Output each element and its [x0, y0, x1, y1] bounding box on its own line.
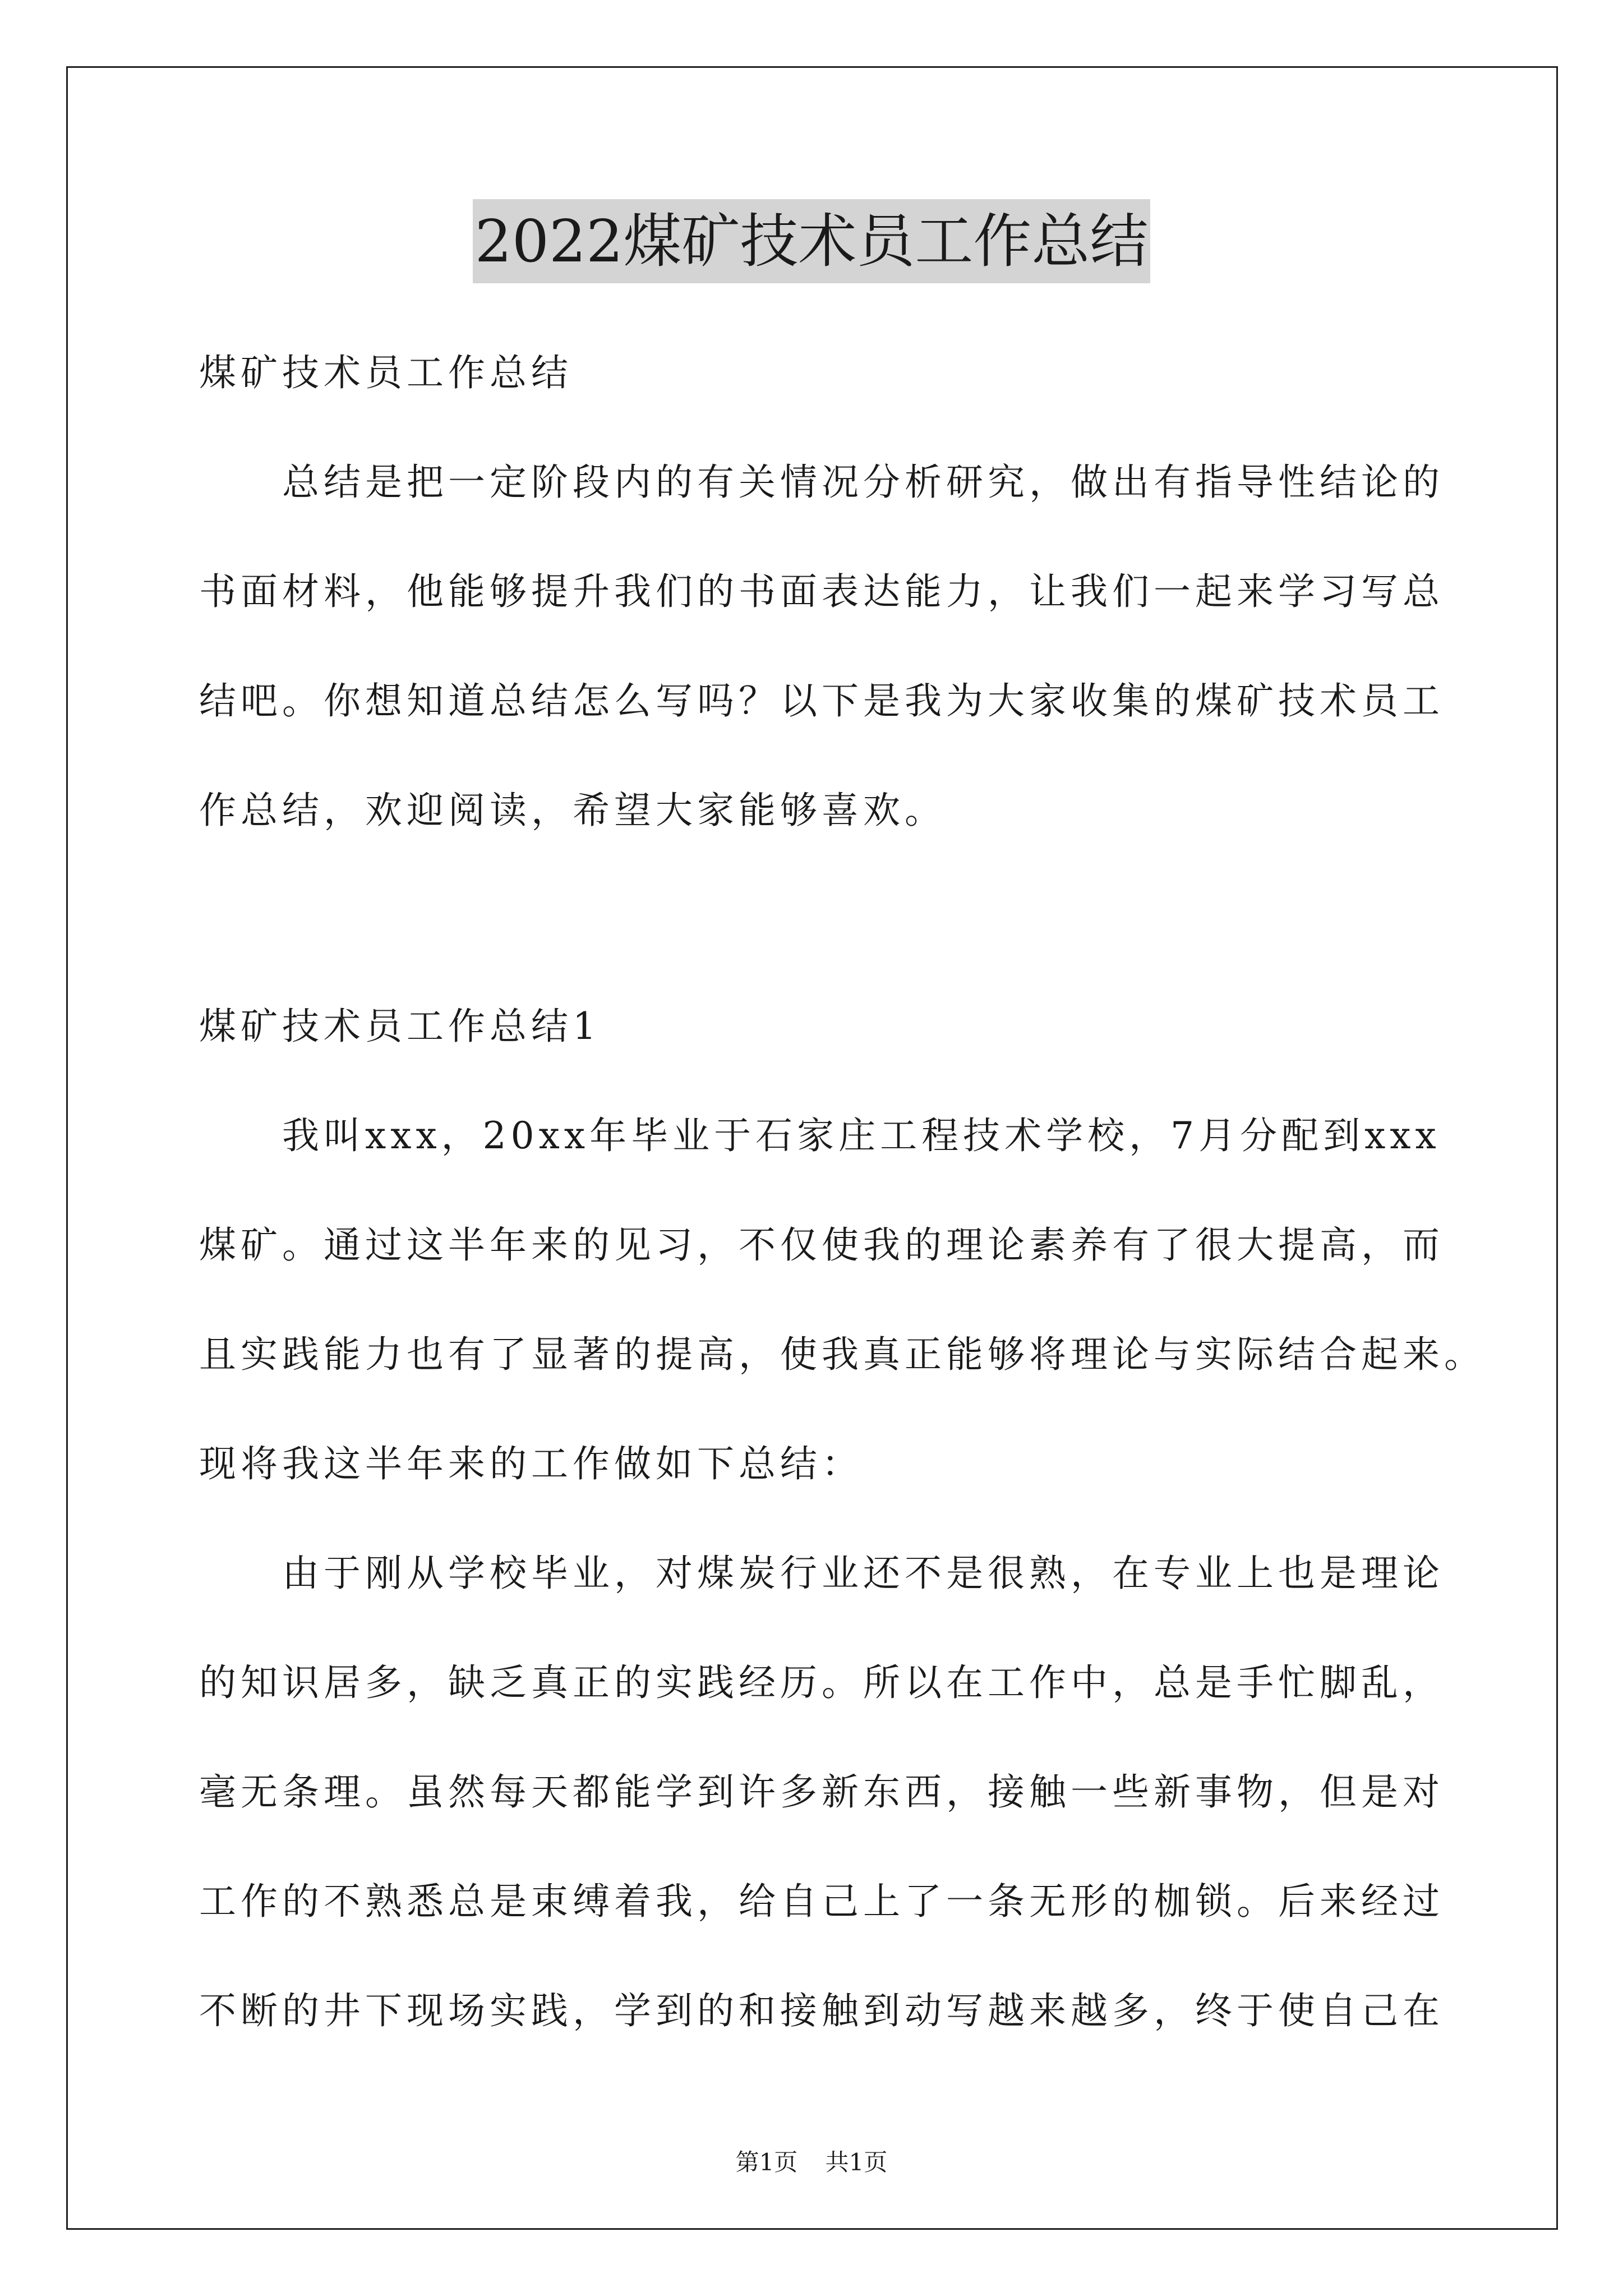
intro-line: 结吧。你想知道总结怎么写吗？以下是我为大家收集的煤矿技术员工 [199, 679, 1444, 723]
paragraph-line: 不断的井下现场实践，学到的和接触到动写越来越多，终于使自己在 [199, 1989, 1444, 2032]
paragraph-line: 煤矿。通过这半年来的见习，不仅使我的理论素养有了很大提高，而 [199, 1223, 1444, 1267]
paragraph-line: 我叫xxx，20xx年毕业于石家庄工程技术学校，7月分配到xxx [282, 1114, 1441, 1157]
paragraph-line: 现将我这半年来的工作做如下总结： [199, 1442, 863, 1485]
intro-line: 书面材料，他能够提升我们的书面表达能力，让我们一起来学习写总 [199, 570, 1444, 613]
intro-heading: 煤矿技术员工作总结 [199, 351, 573, 394]
intro-line: 总结是把一定阶段内的有关情况分析研究，做出有指导性结论的 [282, 461, 1444, 504]
paragraph-line: 由于刚从学校毕业，对煤炭行业还不是很熟，在专业上也是理论 [282, 1552, 1444, 1595]
page-footer [0, 2146, 1623, 2179]
paragraph-line: 毫无条理。虽然每天都能学到许多新东西，接触一些新事物，但是对 [199, 1770, 1444, 1814]
section-heading: 煤矿技术员工作总结1 [199, 1005, 601, 1048]
page-number: 第1页 [735, 2148, 798, 2176]
title-container [0, 199, 1623, 283]
page-total: 共1页 [825, 2148, 888, 2176]
paragraph-line: 工作的不熟悉总是束缚着我，给自己上了一条无形的枷锁。后来经过 [199, 1880, 1444, 1923]
paragraph-line: 且实践能力也有了显著的提高，使我真正能够将理论与实际结合起来。 [199, 1333, 1486, 1376]
intro-line: 作总结，欢迎阅读，希望大家能够喜欢。 [199, 789, 946, 832]
paragraph-line: 的知识居多，缺乏真正的实践经历。所以在工作中，总是手忙脚乱， [199, 1661, 1444, 1704]
document-title: 2022煤矿技术员工作总结 [473, 199, 1151, 283]
